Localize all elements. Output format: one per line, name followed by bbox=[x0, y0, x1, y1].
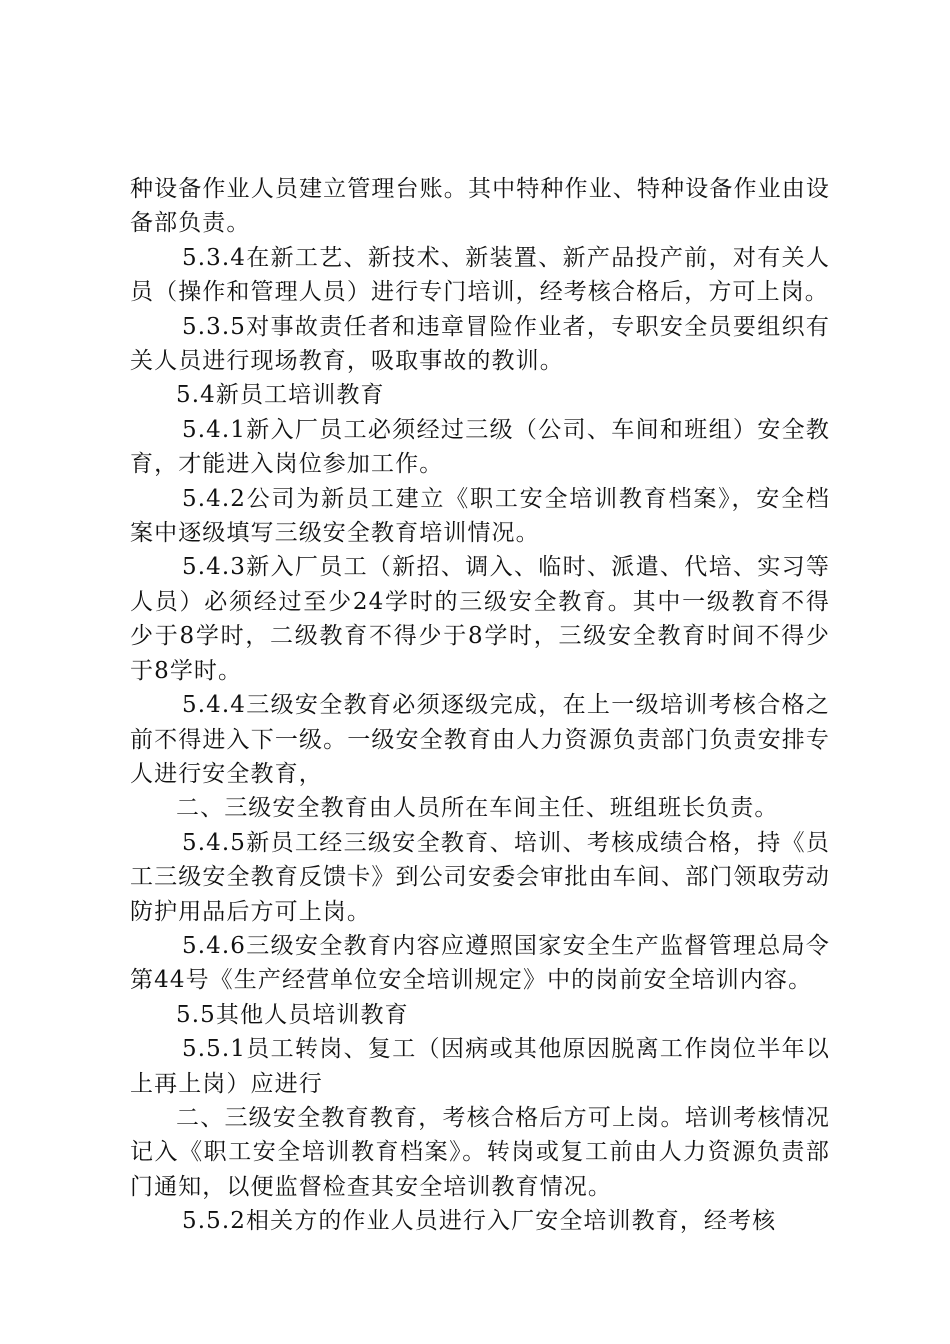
paragraph-5-4-5: 5.4.5新员工经三级安全教育、培训、考核成绩合格，持《员工三级安全教育反馈卡》到公司安委会审批由车间、部门领取劳动防护用品后方可上岗。 bbox=[130, 829, 830, 925]
paragraph-continuation: 种设备作业人员建立管理台账。其中特种作业、特种设备作业由设备部负责。 bbox=[130, 176, 830, 237]
paragraph-5-3-5: 5.3.5对事故责任者和违章冒险作业者，专职安全员要组织有关人员进行现场教育，吸取事故的教训。 bbox=[130, 313, 830, 375]
paragraph-5-4-3: 5.4.3新入厂员工（新招、调入、临时、派遣、代培、实习等人员）必须经过至少24学时的三级安全教育。其中一级教育不得少于8学时，二级教育不得少于8学时，三级安全教育时间不得少于8学时。 bbox=[130, 554, 830, 684]
section-heading-5-5: 5.5其他人员培训教育 bbox=[176, 1001, 409, 1028]
document-body bbox=[130, 172, 830, 1239]
paragraph-5-3-4: 5.3.4在新工艺、新技术、新装置、新产品投产前，对有关人员（操作和管理人员）进行专门培训，经考核合格后，方可上岗。 bbox=[130, 244, 830, 306]
paragraph-5-4-1: 5.4.1新入厂员工必须经过三级（公司、车间和班组）安全教育，才能进入岗位参加工作。 bbox=[130, 416, 830, 478]
paragraph-5-5-1: 5.5.1员工转岗、复工（因病或其他原因脱离工作岗位半年以上再上岗）应进行 bbox=[130, 1036, 830, 1097]
section-heading-5-4: 5.4新员工培训教育 bbox=[176, 382, 385, 409]
paragraph-secondary-tertiary: 二、三级安全教育由人员所在车间主任、班组班长负责。 bbox=[176, 795, 779, 822]
paragraph-5-4-4: 5.4.4三级安全教育必须逐级完成，在上一级培训考核合格之前不得进入下一级。一级安全教育由人力资源负责部门负责安排专人进行安全教育， bbox=[130, 692, 830, 787]
paragraph-5-4-6: 5.4.6三级安全教育内容应遵照国家安全生产监督管理总局令第44号《生产经营单位安全培训规定》中的岗前安全培训内容。 bbox=[130, 932, 830, 994]
paragraph-5-4-2: 5.4.2公司为新员工建立《职工安全培训教育档案》，安全档案中逐级填写三级安全教育培训情况。 bbox=[130, 485, 830, 547]
paragraph-transfer-education: 二、三级安全教育教育，考核合格后方可上岗。培训考核情况记入《职工安全培训教育档案》。转岗或复工前由人力资源负责部门通知，以便监督检查其安全培训教育情况。 bbox=[130, 1104, 830, 1200]
paragraph-5-5-2: 5.5.2相关方的作业人员进行入厂安全培训教育，经考核 bbox=[182, 1208, 777, 1235]
